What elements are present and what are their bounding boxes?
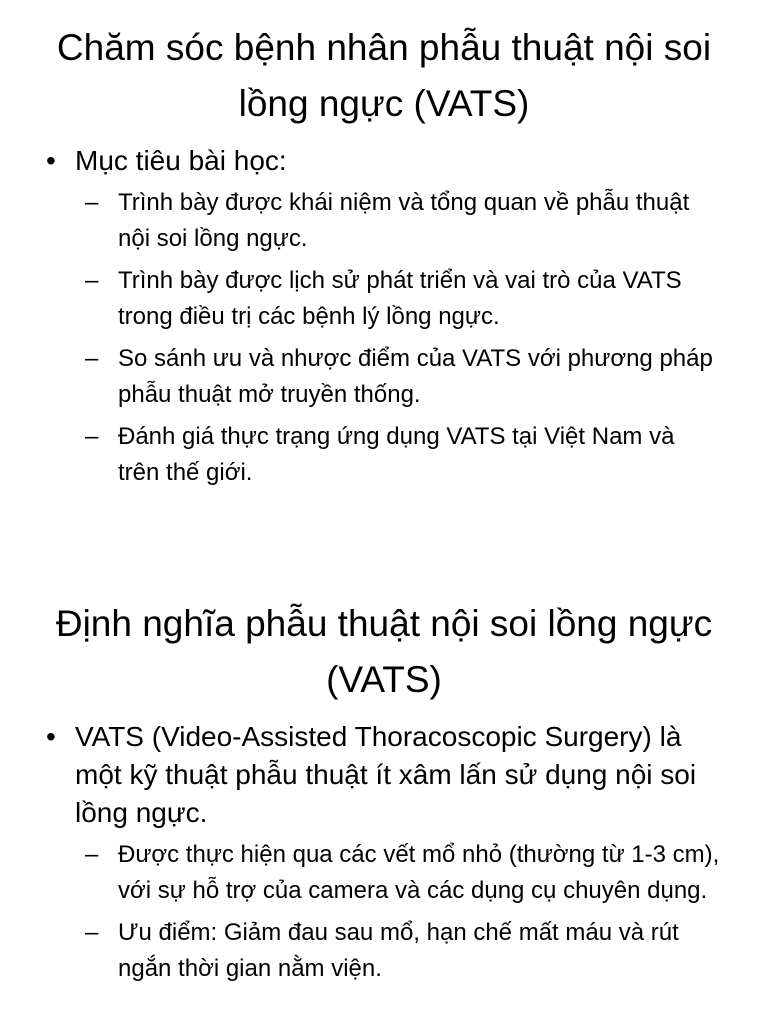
dash-marker: –	[85, 841, 99, 868]
dash-marker: –	[85, 423, 99, 450]
bullet-text: Mục tiêu bài học:	[75, 145, 287, 176]
slide-2	[0, 588, 768, 1024]
sub-bullet-item	[85, 263, 718, 335]
bullet-marker: •	[46, 145, 56, 176]
slide-body	[46, 142, 722, 497]
sub-bullet-item	[85, 837, 728, 909]
sub-bullet-list	[75, 837, 722, 987]
dash-marker: –	[85, 267, 99, 294]
sub-bullet-item	[85, 915, 728, 987]
sub-bullet-text: So sánh ưu và nhược điểm của VATS với phương pháp phẫu thuật mở truyền thống.	[118, 345, 713, 408]
sub-bullet-item	[85, 185, 718, 257]
sub-bullet-list	[75, 185, 722, 491]
bullet-marker: •	[46, 721, 56, 752]
sub-bullet-text: Ưu điểm: Giảm đau sau mổ, hạn chế mất máu và rút ngắn thời gian nằm viện.	[118, 919, 679, 982]
sub-bullet-text: Được thực hiện qua các vết mổ nhỏ (thường từ 1-3 cm), với sự hỗ trợ của camera và các dụng cụ chuyên dụng.	[118, 841, 720, 904]
sub-bullet-text: Trình bày được khái niệm và tổng quan về phẫu thuật nội soi lồng ngực.	[118, 189, 690, 252]
dash-marker: –	[85, 189, 99, 216]
dash-marker: –	[85, 919, 99, 946]
slide-title: Chăm sóc bệnh nhân phẫu thuật nội soi lồng ngực (VATS)	[56, 27, 712, 124]
bullet-item	[46, 142, 722, 491]
bullet-text: VATS (Video-Assisted Thoracoscopic Surgery) là một kỹ thuật phẫu thuật ít xâm lấn sử dụng nội soi lồng ngực.	[75, 721, 697, 828]
sub-bullet-text: Đánh giá thực trạng ứng dụng VATS tại Việt Nam và trên thế giới.	[118, 423, 675, 486]
slide-title: Định nghĩa phẫu thuật nội soi lồng ngực (VATS)	[55, 603, 713, 700]
slide-body	[46, 718, 722, 993]
sub-bullet-item	[85, 341, 718, 413]
sub-bullet-item	[85, 419, 718, 491]
sub-bullet-text: Trình bày được lịch sử phát triển và vai trò của VATS trong điều trị các bệnh lý lồng ngực.	[118, 267, 682, 330]
dash-marker: –	[85, 345, 99, 372]
bullet-item	[46, 718, 722, 987]
